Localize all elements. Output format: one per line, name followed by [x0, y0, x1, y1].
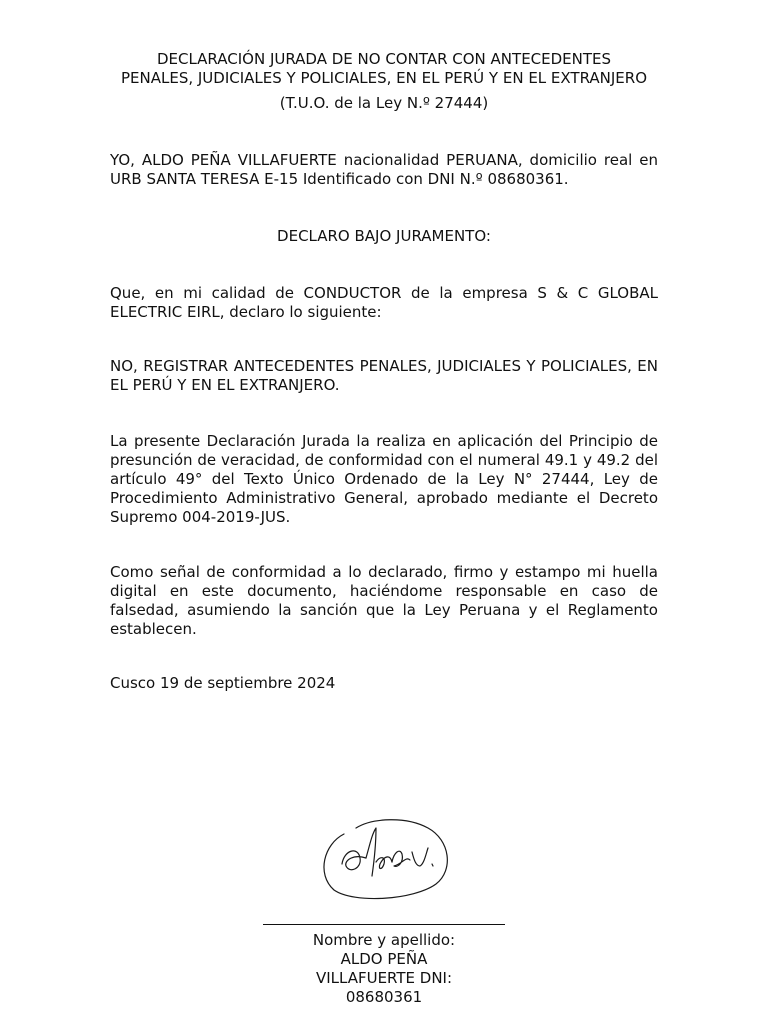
capacity-paragraph: Que, en mi calidad de CONDUCTOR de la empresa S & C GLOBAL ELECTRIC EIRL, declaro lo siguiente: [110, 284, 658, 321]
legal-basis-paragraph: La presente Declaración Jurada la realiza en aplicación del Principio de presunción de veracidad, de conformidad con el numeral 49.1 y 49.2 del artículo 49° del Texto Único Ordenado de la Ley N° 27444, Ley de Procedimiento Administrativo General, aprobado mediante el Decreto Supremo 004-2019-JUS. [110, 432, 658, 526]
signer-dni: 08680361 [345, 988, 423, 1006]
signer-name-line-1: ALDO PEÑA [340, 950, 428, 968]
document-subtitle: (T.U.O. de la Ley N.º 27444) [279, 94, 489, 112]
title-line-1: DECLARACIÓN JURADA DE NO CONTAR CON ANTECEDENTES [156, 50, 612, 68]
place-date: Cusco 19 de septiembre 2024 [110, 674, 336, 692]
identity-paragraph: YO, ALDO PEÑA VILLAFUERTE nacionalidad PERUANA, domicilio real en URB SANTA TERESA E-15 Identificado con DNI N.º 08680361. [110, 151, 658, 188]
title-line-2: PENALES, JUDICIALES Y POLICIALES, EN EL PERÚ Y EN EL EXTRANJERO [120, 69, 647, 87]
document-title [110, 50, 658, 88]
no-record-paragraph: NO, REGISTRAR ANTECEDENTES PENALES, JUDICIALES Y POLICIALES, EN EL PERÚ Y EN EL EXTRANJERO. [110, 357, 658, 394]
signer-name-line-2: VILLAFUERTE DNI: [315, 969, 453, 987]
conformity-paragraph: Como señal de conformidad a lo declarado, firmo y estampo mi huella digital en este documento, haciéndome responsable en caso de falsedad, asumiendo la sanción que la Ley Peruana y el Reglamento establecen. [110, 563, 658, 638]
signature-block [263, 931, 505, 1007]
handwritten-signature [314, 804, 454, 904]
signature-label: Nombre y apellido: [312, 931, 456, 949]
signature-line [263, 924, 505, 925]
declaration-heading: DECLARO BAJO JURAMENTO: [277, 227, 491, 245]
